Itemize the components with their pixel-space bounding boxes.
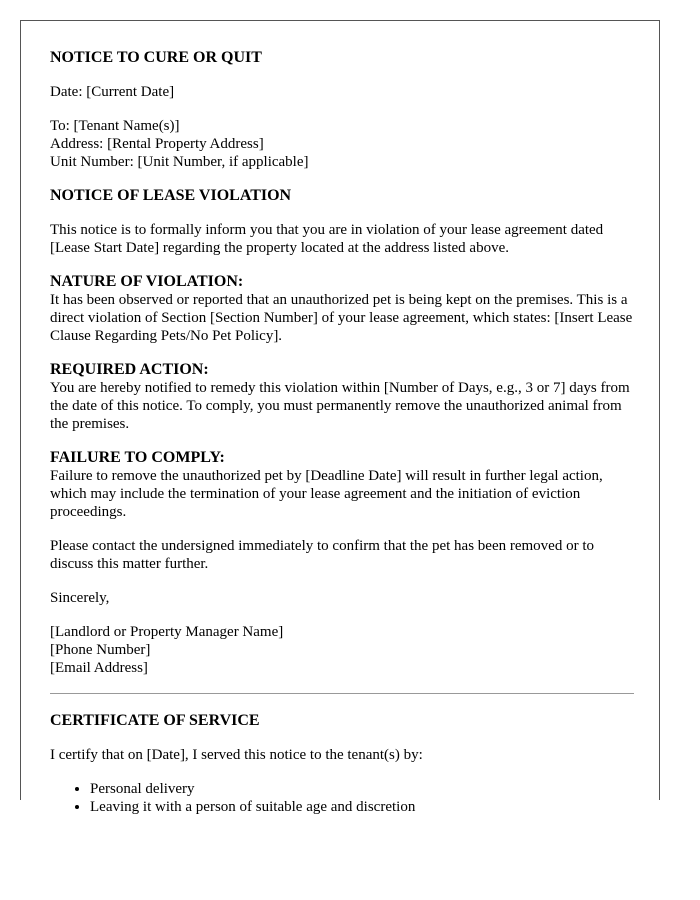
recipient-to: To: [Tenant Name(s)]	[50, 118, 180, 134]
nature-heading: NATURE OF VIOLATION:	[50, 273, 244, 290]
signature-block	[50, 623, 634, 677]
nature-section	[50, 273, 634, 345]
contact-paragraph: Please contact the undersigned immediately to confirm that the pet has been removed or to discuss this matter further.	[50, 538, 594, 572]
recipient-address: Address: [Rental Property Address]	[50, 136, 264, 152]
signature-phone: [Phone Number]	[50, 642, 151, 658]
closing-line: Sincerely,	[50, 590, 110, 606]
required-heading: REQUIRED ACTION:	[50, 361, 209, 378]
list-item: • Leaving it with a person of suitable age and discretion	[90, 798, 634, 816]
nature-text: It has been observed or reported that an unauthorized pet is being kept on the premises. This is a direct violation of Section [Section Number] of your lease agreement, which states: [Insert Lease Clause Regarding Pets/No Pet Policy].	[50, 292, 633, 344]
failure-text: Failure to remove the unauthorized pet by [Deadline Date] will result in further legal action, which may include the termination of your lease agreement and the initiation of eviction proceedings.	[50, 468, 603, 520]
recipient-block	[50, 117, 634, 171]
signature-name: [Landlord or Property Manager Name]	[50, 624, 284, 640]
failure-section	[50, 449, 634, 521]
certificate-heading: CERTIFICATE OF SERVICE	[50, 712, 260, 729]
certificate-section	[50, 712, 634, 816]
list-item: • Personal delivery	[90, 780, 634, 798]
certificate-text: I certify that on [Date], I served this notice to the tenant(s) by:	[50, 747, 423, 763]
service-methods-list	[50, 780, 634, 816]
document-page	[20, 20, 660, 815]
signature-email: [Email Address]	[50, 660, 148, 676]
lease-violation-section	[50, 187, 634, 257]
lease-violation-heading: NOTICE OF LEASE VIOLATION	[50, 187, 292, 204]
document-body	[50, 49, 634, 816]
lease-violation-text: This notice is to formally inform you that you are in violation of your lease agreement dated [Lease Start Date] regarding the property located at the address listed above.	[50, 222, 604, 256]
failure-heading: FAILURE TO COMPLY:	[50, 449, 225, 466]
required-section	[50, 361, 634, 433]
date-line: Date: [Current Date]	[50, 84, 175, 100]
title-text: NOTICE TO CURE OR QUIT	[50, 49, 262, 66]
recipient-unit: Unit Number: [Unit Number, if applicable]	[50, 154, 309, 170]
required-text: You are hereby notified to remedy this violation within [Number of Days, e.g., 3 or 7] days from the date of this notice. To comply, you must permanently remove the unauthorized animal from the premises.	[50, 380, 630, 432]
document-title	[50, 49, 634, 67]
